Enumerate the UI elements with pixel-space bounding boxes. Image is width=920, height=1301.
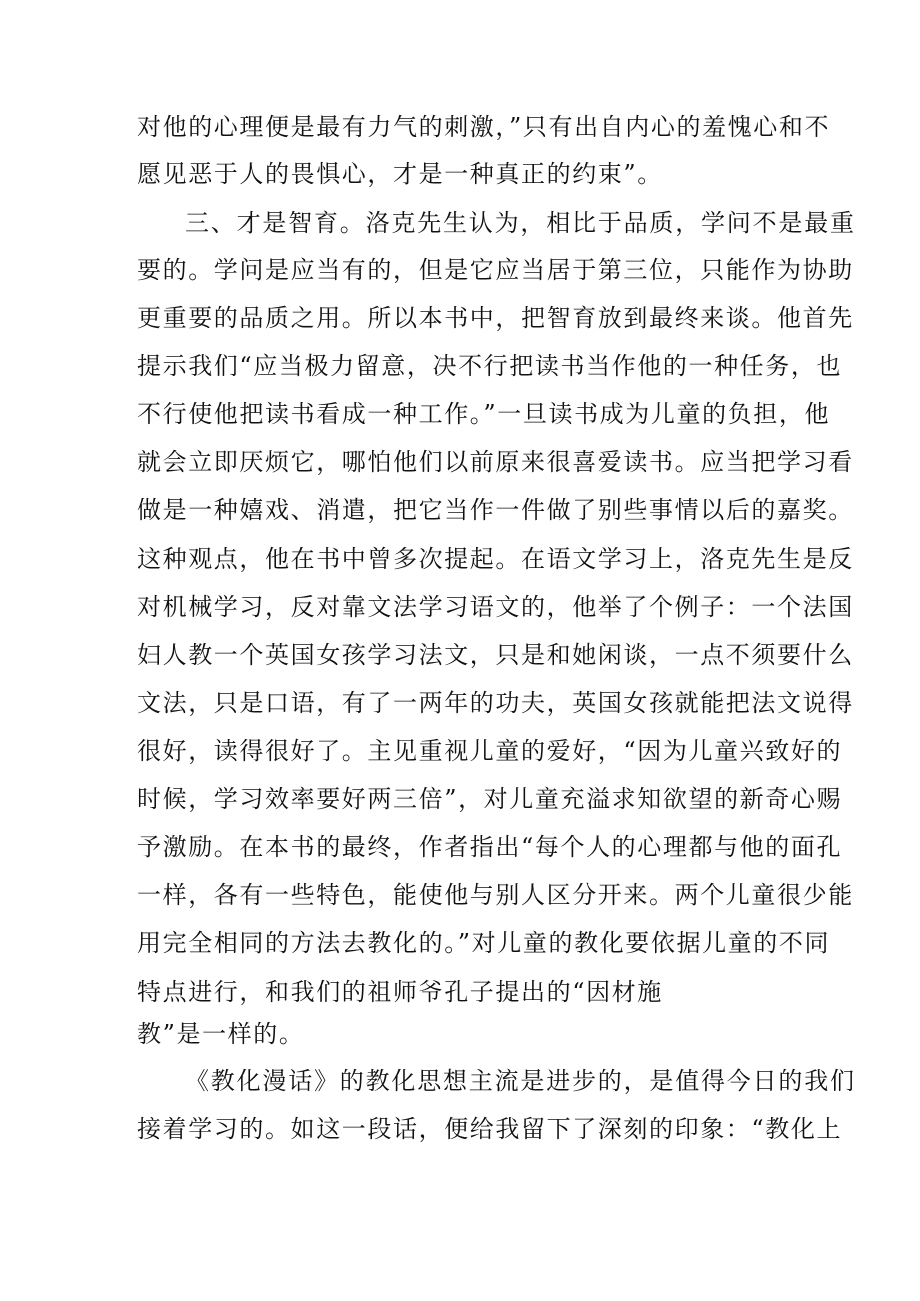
text-line-paragraph-start: 三、才是智育。洛克先生认为，相比于品质，学问不是最重 — [185, 209, 856, 237]
text-line: 妇人教一个英国女孩学习法文，只是和她闲谈，一点不须要什么 — [137, 641, 854, 669]
text-line: 接着学习的。如这一段话，便给我留下了深刻的印象：“教化上 — [137, 1115, 843, 1143]
text-line: 要的。学问是应当有的，但是它应当居于第三位，只能作为协助 — [137, 256, 854, 284]
text-line: 一样，各有一些特色，能使他与别人区分开来。两个儿童很少能 — [137, 881, 854, 909]
text-line: 做是一种嬉戏、消遣，把它当作一件做了别些事情以后的嘉奖。 — [137, 496, 854, 524]
text-line: 特点进行，和我们的祖师爷孔子提出的“因材施 — [137, 978, 663, 1006]
text-line: 这种观点，他在书中曾多次提起。在语文学习上，洛克先生是反 — [137, 545, 854, 573]
text-line: 不行使他把读书看成一种工作。”一旦读书成为儿童的负担，他 — [137, 400, 831, 428]
text-line: 很好，读得很好了。主见重视儿童的爱好，“因为儿童兴致好的 — [137, 737, 843, 765]
text-line: 对他的心理便是最有力气的刺激，”只有出自内心的羞愧心和不 — [137, 113, 831, 141]
text-line: 就会立即厌烦它，哪怕他们以前原来很喜爱读书。应当把学习看 — [137, 448, 854, 476]
text-line: 用完全相同的方法去教化的。”对儿童的教化要依据儿童的不同 — [137, 929, 831, 957]
text-line: 教”是一样的。 — [137, 1020, 305, 1048]
text-line: 更重要的品质之用。所以本书中，把智育放到最终来谈。他首先 — [137, 304, 854, 332]
text-line: 时候，学习效率要好两三倍”，对儿童充溢求知欲望的新奇心赐 — [137, 785, 843, 813]
text-line: 对机械学习，反对靠文法学习语文的，他举了个例子：一个法国 — [137, 593, 854, 621]
text-line-paragraph-start: 《教化漫话》的教化思想主流是进步的，是值得今日的我们 — [185, 1067, 856, 1095]
text-line: 愿见恶于人的畏惧心，才是一种真正的约束”。 — [137, 160, 663, 188]
text-line: 予激励。在本书的最终，作者指出“每个人的心理都与他的面孔 — [137, 833, 843, 861]
text-line: 提示我们“应当极力留意，决不行把读书当作他的一种任务，也 — [137, 352, 843, 380]
text-line: 文法，只是口语，有了一两年的功夫，英国女孩就能把法文说得 — [137, 689, 854, 717]
